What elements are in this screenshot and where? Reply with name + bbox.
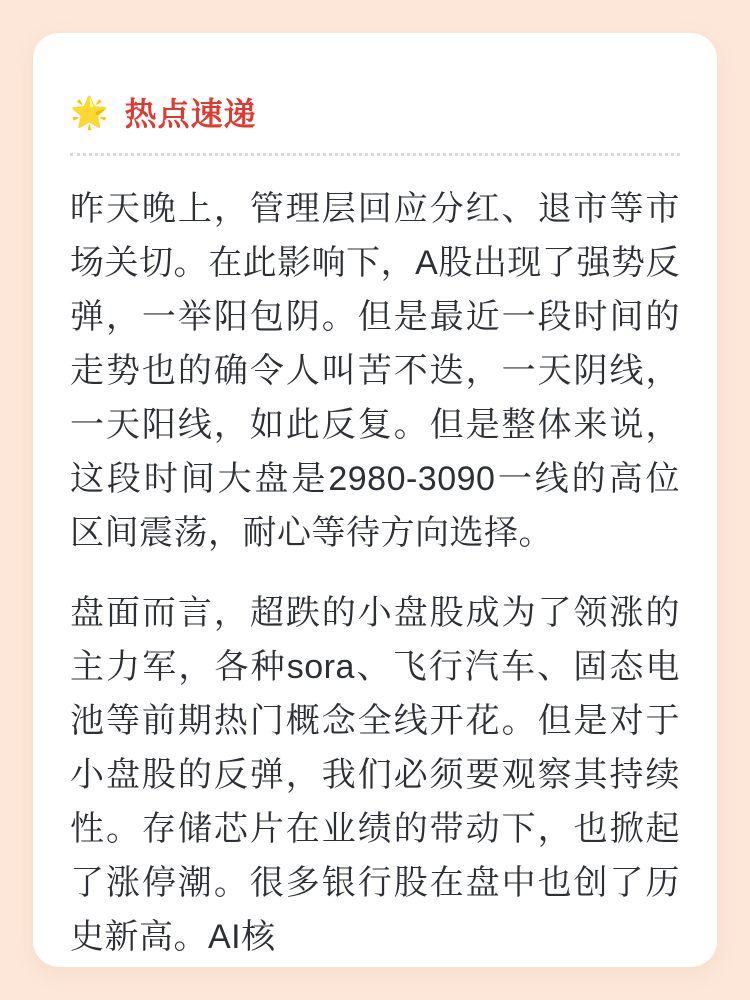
article-body: [70, 182, 680, 964]
page-title: 热点速递: [124, 96, 257, 132]
glowing-star-icon: 🌟: [70, 94, 109, 130]
card-header: [70, 90, 680, 134]
dotted-divider: [70, 153, 680, 156]
paragraph-sector-detail: 盘面而言，超跌的小盘股成为了领涨的主力军，各种sora、飞行汽车、固态电池等前期热门概念全线开花。但是对于小盘股的反弹，我们必须要观察其持续性。存储芯片在业绩的带动下，也掀起了涨停潮。很多银行股在盘中也创了历史新高。AI核: [70, 594, 680, 956]
paragraph-market-overview: 昨天晚上，管理层回应分红、退市等市场关切。在此影响下，A股出现了强势反弹，一举阳包阴。但是最近一段时间的走势也的确令人叫苦不迭，一天阴线，一天阳线，如此反复。但是整体来说，这段时间大盘是2980-3090一线的高位区间震荡，耐心等待方向选择。: [70, 190, 680, 552]
content-card: [33, 33, 717, 967]
